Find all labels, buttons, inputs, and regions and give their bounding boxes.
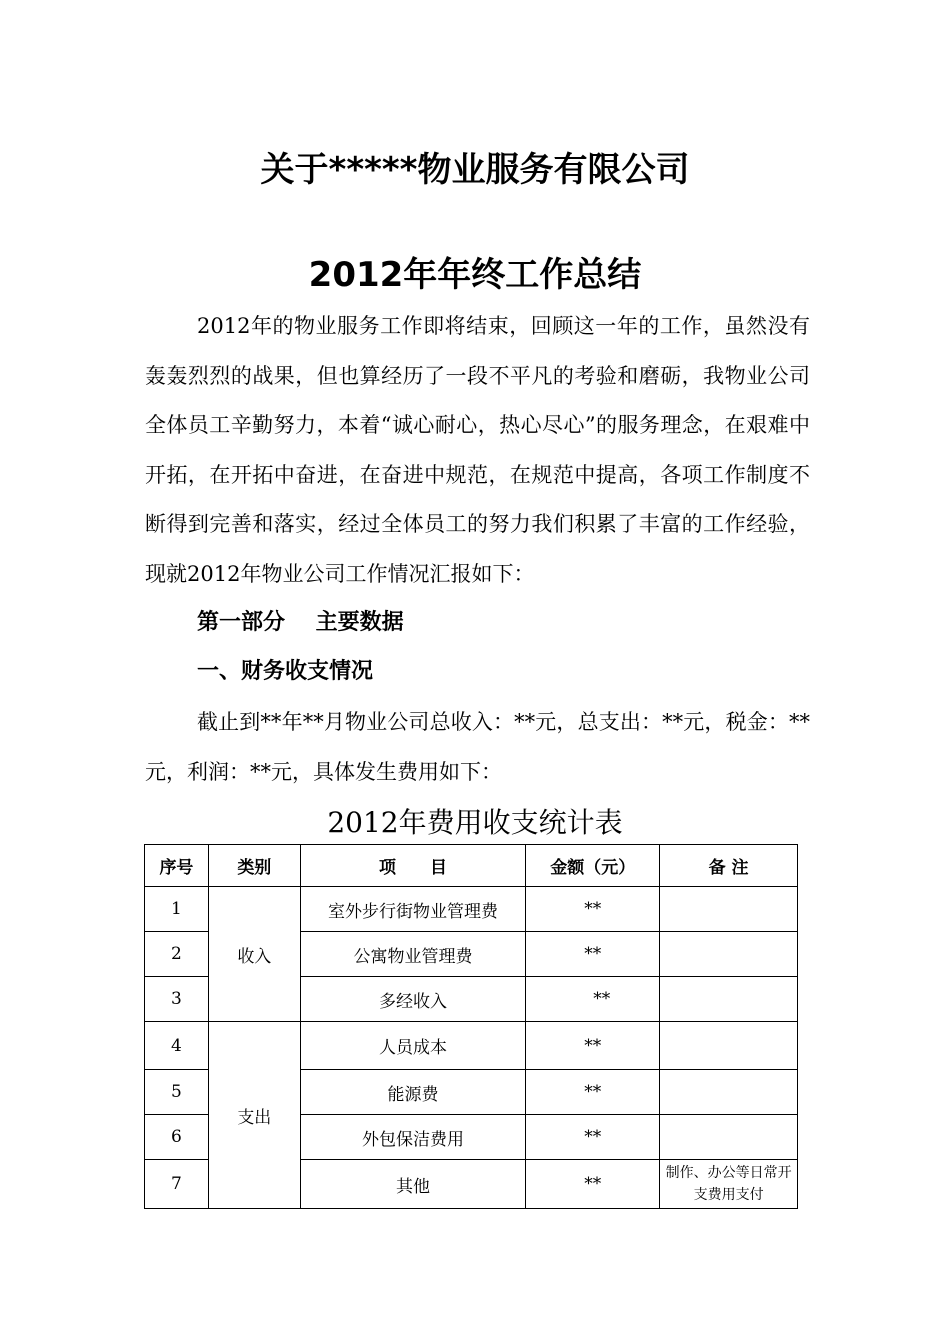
row-no: 2 [145,932,209,977]
row-amount: ** [526,932,660,977]
table-row [145,887,798,932]
header-item: 项 目 [300,845,526,887]
table-title: 2012年费用收支统计表 [327,806,623,839]
row-note [660,1115,798,1160]
row-no: 5 [145,1070,209,1115]
intro-paragraph: 2012年的物业服务工作即将结束，回顾这一年的工作，虽然没有轰轰烈烈的战果，但也算经历了一段不平凡的考验和磨砺，我物业公司全体员工辛勤努力，本着“诚心耐心，热心尽心”的服务理念，在艰难中开拓，在开拓中奋进，在奋进中规范，在规范中提高，各项工作制度不断得到完善和落实，经过全体员工的努力我们积累了丰富的工作经验，现就2012年物业公司工作情况汇报如下： [145,314,810,586]
table-header-row [145,845,798,887]
finance-paragraph: 截止到**年**月物业公司总收入：**元，总支出：**元，税金：**元，利润：**元，具体发生费用如下： [145,710,810,784]
row-item: 能源费 [300,1070,526,1115]
row-no: 4 [145,1022,209,1070]
row-amount: ** [526,1022,660,1070]
row-note [660,1022,798,1070]
row-note [660,977,798,1022]
row-amount: ** [526,887,660,932]
row-amount: ** [526,977,660,1022]
part-heading: 第一部分 主要数据 [197,610,404,635]
section-heading: 一、财务收支情况 [197,659,374,684]
document-title-line-2: 2012年年终工作总结 [308,255,642,295]
row-no: 6 [145,1115,209,1160]
category-expense: 支出 [208,1022,300,1209]
header-category: 类别 [208,845,300,887]
row-amount: ** [526,1070,660,1115]
header-amount: 金额（元） [526,845,660,887]
row-item: 外包保洁费用 [300,1115,526,1160]
row-item: 室外步行街物业管理费 [300,887,526,932]
row-no: 3 [145,977,209,1022]
income-expense-table [144,844,798,1209]
row-note [660,887,798,932]
row-note: 制作、办公等日常开支费用支付 [660,1160,798,1209]
category-income: 收入 [208,887,300,1022]
header-no: 序号 [145,845,209,887]
row-note [660,932,798,977]
document-title-line-1: 关于*****物业服务有限公司 [260,150,690,190]
row-item: 人员成本 [300,1022,526,1070]
row-no: 7 [145,1160,209,1209]
row-amount: ** [526,1115,660,1160]
row-item: 公寓物业管理费 [300,932,526,977]
header-note: 备 注 [660,845,798,887]
row-item: 其他 [300,1160,526,1209]
row-note [660,1070,798,1115]
row-no: 1 [145,887,209,932]
table-row [145,1022,798,1070]
row-amount: ** [526,1160,660,1209]
row-item: 多经收入 [300,977,526,1022]
